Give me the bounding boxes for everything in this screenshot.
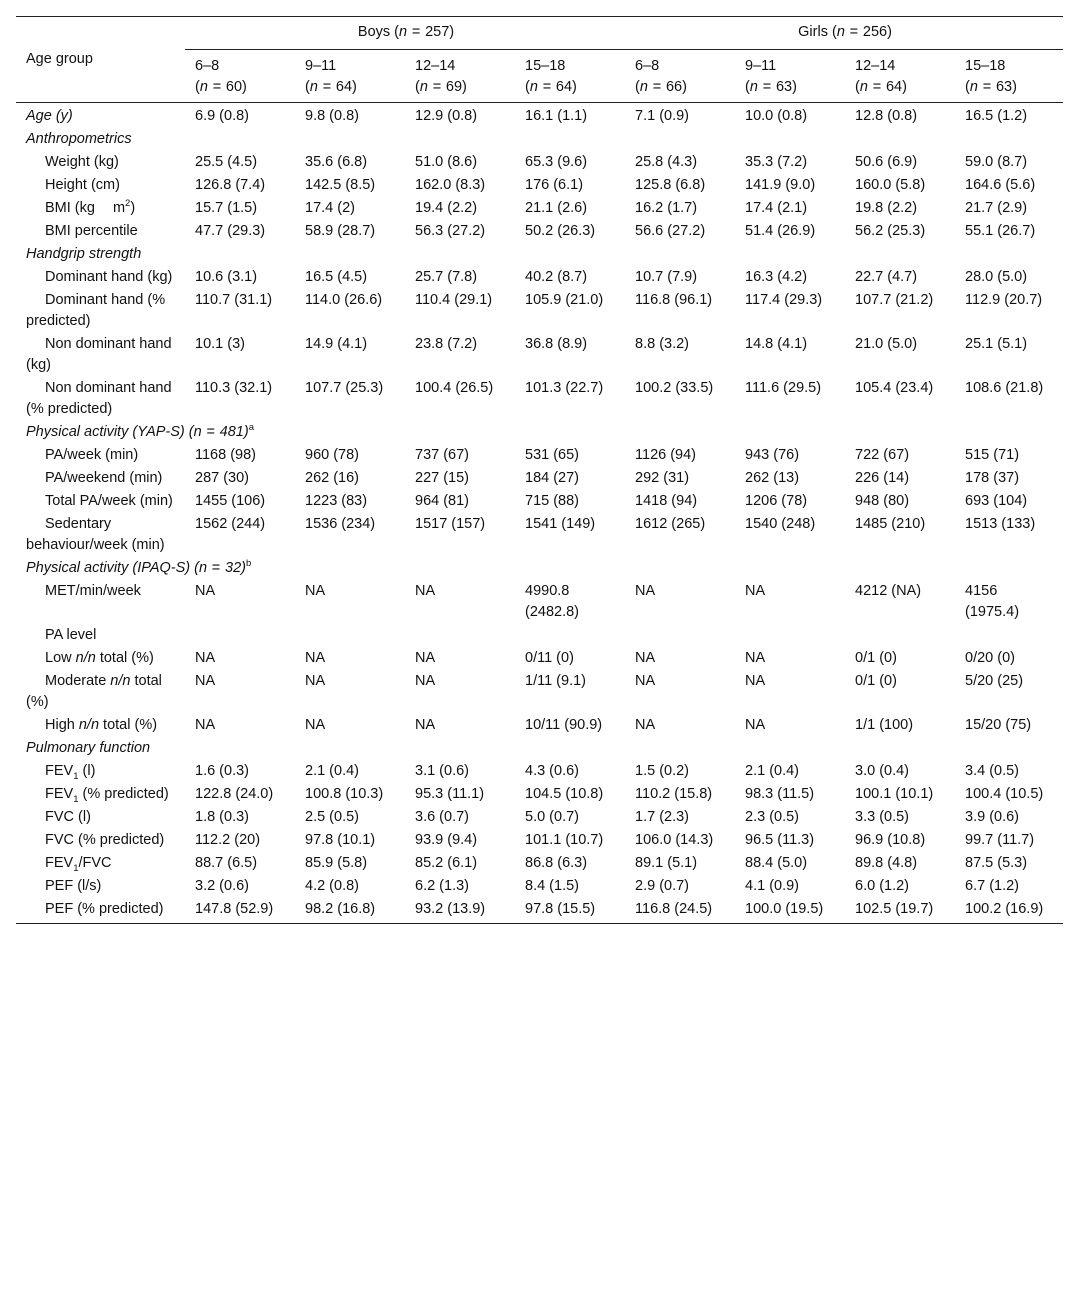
table-cell: 16.3 (4.2) [745, 269, 808, 285]
row-label: Sedentary behaviour/week (min) [26, 516, 165, 553]
table-cell: 14.9 (4.1) [305, 336, 368, 352]
row-label: $FEV_1$ (% predicted) [45, 786, 169, 805]
table-cell: 226 (14) [855, 470, 910, 486]
row-label: Moderate n/n total (%) [26, 673, 162, 710]
row-label: Physical activity (IPAQ-S) (n = 32)$^b$ [26, 558, 252, 576]
table-cell: 1/11 (9.1) [525, 673, 586, 689]
table-cell: 89.8 (4.8) [855, 855, 918, 871]
table-cell: 515 (71) [965, 447, 1020, 463]
row-label: High n/n total (%) [45, 717, 158, 733]
table-cell: 56.3 (27.2) [415, 223, 486, 239]
row-label: Non dominant hand (kg) [26, 336, 172, 373]
table-cell: 125.8 (6.8) [635, 177, 706, 193]
table-row [16, 377, 1063, 421]
table-cell: 21.7 (2.9) [965, 200, 1028, 216]
table-cell: 100.0 (19.5) [735, 898, 845, 924]
table-cell: 10.7 (7.9) [635, 269, 698, 285]
table-cell: 25.1 (5.1) [965, 336, 1028, 352]
table-cell: 56.2 (25.3) [855, 223, 926, 239]
table-cell: NA [635, 673, 656, 689]
table-cell: 97.8 (15.5) [515, 898, 625, 924]
table-cell: 47.7 (29.3) [195, 223, 266, 239]
table-cell: 1513 (133) [965, 516, 1036, 532]
table-cell: 3.1 (0.6) [415, 763, 469, 779]
table-cell: 10.6 (3.1) [195, 269, 258, 285]
table-row [16, 829, 1063, 852]
table-cell: 160.0 (5.8) [855, 177, 926, 193]
table-row [16, 760, 1063, 783]
table-cell: 2.1 (0.4) [305, 763, 359, 779]
table-cell: 114.0 (26.6) [305, 292, 383, 308]
table-cell: 4212 (NA) [855, 583, 922, 599]
table-row [16, 289, 1063, 333]
table-row [16, 670, 1063, 714]
table-cell: NA [305, 673, 326, 689]
table-cell: 1168 (98) [195, 447, 256, 463]
row-label: PA/weekend (min) [45, 470, 163, 486]
table-cell: 1418 (94) [635, 493, 698, 509]
table-cell: 14.8 (4.1) [745, 336, 808, 352]
table-cell: NA [415, 650, 436, 666]
age-column-header: 6–8 (n = 66) [625, 50, 735, 103]
table-cell: 162.0 (8.3) [415, 177, 486, 193]
table-cell: 110.3 (32.1) [195, 380, 273, 396]
age-column-header: 9–11 (n = 64) [295, 50, 405, 103]
table-row [16, 266, 1063, 289]
table-cell: 51.0 (8.6) [415, 154, 478, 170]
age-column-header: 12–14 (n = 64) [845, 50, 955, 103]
table-cell: 3.4 (0.5) [965, 763, 1020, 779]
table-cell: 51.4 (26.9) [745, 223, 816, 239]
table-cell: 0/1 (0) [855, 673, 897, 689]
table-cell: 5.0 (0.7) [525, 809, 579, 825]
table-row [16, 174, 1063, 197]
age-column-header: 15–18 (n = 63) [955, 50, 1063, 103]
table-cell: 3.9 (0.6) [965, 809, 1020, 825]
table-cell: 56.6 (27.2) [635, 223, 706, 239]
table-cell: 23.8 (7.2) [415, 336, 478, 352]
table-cell: NA [745, 583, 766, 599]
table-cell: 87.5 (5.3) [965, 855, 1028, 871]
table-cell: 6.9 (0.8) [195, 108, 249, 124]
table-cell: 28.0 (5.0) [965, 269, 1028, 285]
table-cell: NA [745, 717, 766, 733]
table-row [16, 898, 1063, 924]
table-cell: 4.1 (0.9) [745, 878, 800, 894]
table-cell: 16.5 (1.2) [965, 108, 1028, 124]
table-cell: 100.8 (10.3) [305, 786, 384, 802]
table-cell: NA [305, 717, 326, 733]
table-cell: 1.6 (0.3) [195, 763, 249, 779]
table-row [16, 513, 1063, 557]
table-cell: 106.0 (14.3) [635, 832, 714, 848]
table-cell: 110.2 (15.8) [635, 786, 713, 802]
table-row [16, 624, 1063, 647]
table-cell: 85.9 (5.8) [305, 855, 368, 871]
table-cell: 104.5 (10.8) [525, 786, 604, 802]
table-cell: 65.3 (9.6) [525, 154, 588, 170]
row-label: FVC (l) [45, 809, 91, 825]
table-cell: 1/1 (100) [855, 717, 914, 733]
row-label: BMI (kg $m^2$) [45, 198, 136, 216]
table-cell: 101.3 (22.7) [525, 380, 604, 396]
table-cell: 93.2 (13.9) [405, 898, 515, 924]
table-cell: NA [635, 650, 656, 666]
row-label: Total PA/week (min) [45, 493, 173, 509]
table-cell: 16.5 (4.5) [305, 269, 368, 285]
table-cell: 93.9 (9.4) [415, 832, 478, 848]
table-row [16, 421, 1063, 444]
table-cell: 227 (15) [415, 470, 470, 486]
table-cell: 184 (27) [525, 470, 580, 486]
table-row [16, 852, 1063, 875]
table-cell: 164.6 (5.6) [965, 177, 1036, 193]
table-cell: 100.1 (10.1) [855, 786, 934, 802]
table-cell: 40.2 (8.7) [525, 269, 588, 285]
table-cell: NA [635, 717, 656, 733]
row-label: MET/min/week [45, 583, 141, 599]
table-cell: 1540 (248) [745, 516, 816, 532]
table-cell: 6.0 (1.2) [855, 878, 910, 894]
table-cell: 21.1 (2.6) [525, 200, 588, 216]
table-cell: 1.8 (0.3) [195, 809, 249, 825]
table-row [16, 333, 1063, 377]
table-cell: 100.2 (33.5) [635, 380, 714, 396]
table-row [16, 197, 1063, 220]
table-cell: 1223 (83) [305, 493, 368, 509]
table-cell: 0/11 (0) [525, 650, 574, 666]
table-row [16, 557, 1063, 580]
table-cell: 112.9 (20.7) [965, 292, 1043, 308]
table-cell: 110.7 (31.1) [195, 292, 273, 308]
table-cell: 2.5 (0.5) [305, 809, 359, 825]
table-cell: 55.1 (26.7) [965, 223, 1036, 239]
table-cell: 59.0 (8.7) [965, 154, 1028, 170]
table-cell: 5/20 (25) [965, 673, 1024, 689]
table-cell: 4.2 (0.8) [305, 878, 359, 894]
table-cell: 3.3 (0.5) [855, 809, 910, 825]
table-row [16, 444, 1063, 467]
table-cell: 1541 (149) [525, 516, 596, 532]
row-label: Dominant hand (% predicted) [26, 292, 166, 329]
table-cell: 1.7 (2.3) [635, 809, 690, 825]
table-cell: 1612 (265) [635, 516, 706, 532]
table-cell: 100.4 (10.5) [965, 786, 1044, 802]
table-cell: 35.6 (6.8) [305, 154, 368, 170]
table-cell: 122.8 (24.0) [195, 786, 274, 802]
row-label: Age (y) [26, 108, 73, 124]
table-cell: 85.2 (6.1) [415, 855, 478, 871]
table-cell: 17.4 (2.1) [745, 200, 808, 216]
table-cell: 86.8 (6.3) [525, 855, 588, 871]
row-label: Pulmonary function [26, 740, 151, 756]
table-cell: NA [305, 650, 326, 666]
characteristics-table [16, 16, 1063, 924]
table-cell: 16.2 (1.7) [635, 200, 698, 216]
table-cell: 95.3 (11.1) [415, 786, 485, 802]
table-cell: NA [305, 583, 326, 599]
table-cell: 108.6 (21.8) [965, 380, 1044, 396]
table-cell: 99.7 (11.7) [965, 832, 1035, 848]
table-cell: 102.5 (19.7) [845, 898, 955, 924]
table-cell: 715 (88) [525, 493, 580, 509]
table-cell: 96.5 (11.3) [745, 832, 815, 848]
table-cell: 50.6 (6.9) [855, 154, 918, 170]
age-group-header: Age group [16, 17, 185, 103]
table-cell: 111.6 (29.5) [745, 380, 822, 396]
table-cell: 142.5 (8.5) [305, 177, 376, 193]
table-cell: NA [415, 673, 436, 689]
row-label: FVC (% predicted) [45, 832, 165, 848]
table-cell: 4990.8 (2482.8) [525, 583, 580, 620]
table-row [16, 220, 1063, 243]
table-cell: 147.8 (52.9) [185, 898, 295, 924]
table-cell: 12.9 (0.8) [415, 108, 478, 124]
table-cell: 9.8 (0.8) [305, 108, 359, 124]
table-cell: 107.7 (25.3) [305, 380, 384, 396]
table-cell: 96.9 (10.8) [855, 832, 926, 848]
table-cell: NA [195, 717, 216, 733]
table-cell: 100.2 (16.9) [955, 898, 1063, 924]
table-cell: 25.5 (4.5) [195, 154, 258, 170]
row-label: PA level [45, 627, 97, 643]
table-cell: 1.5 (0.2) [635, 763, 690, 779]
table-cell: 112.2 (20) [195, 832, 261, 848]
table-cell: 1517 (157) [415, 516, 486, 532]
table-row [16, 714, 1063, 737]
table-cell: 105.4 (23.4) [855, 380, 934, 396]
table-cell: 3.2 (0.6) [195, 878, 249, 894]
row-label: Non dominant hand (% predicted) [26, 380, 172, 417]
row-label: PA/week (min) [45, 447, 139, 463]
row-label: PEF (% predicted) [16, 898, 185, 924]
table-row [16, 490, 1063, 513]
table-cell: 15/20 (75) [965, 717, 1032, 733]
table-cell: NA [415, 583, 436, 599]
row-label: Dominant hand (kg) [45, 269, 173, 285]
table-cell: NA [745, 673, 766, 689]
table-cell: 110.4 (29.1) [415, 292, 493, 308]
table-cell: 2.3 (0.5) [745, 809, 800, 825]
table-cell: 737 (67) [415, 447, 470, 463]
table-cell: 50.2 (26.3) [525, 223, 596, 239]
table-cell: 4156 (1975.4) [965, 583, 1020, 620]
table-cell: 101.1 (10.7) [525, 832, 604, 848]
table-cell: 6.2 (1.3) [415, 878, 469, 894]
table-cell: 1455 (106) [195, 493, 266, 509]
row-label: Low n/n total (%) [45, 650, 154, 666]
table-cell: 89.1 (5.1) [635, 855, 698, 871]
table-cell: 16.1 (1.1) [525, 108, 588, 124]
table-cell: 176 (6.1) [525, 177, 584, 193]
table-cell: 948 (80) [855, 493, 910, 509]
table-cell: 10.1 (3) [195, 336, 245, 352]
table-row [16, 243, 1063, 266]
table-cell: 1562 (244) [195, 516, 266, 532]
table-cell: 19.8 (2.2) [855, 200, 918, 216]
table-cell: 17.4 (2) [305, 200, 355, 216]
table-cell: 12.8 (0.8) [855, 108, 918, 124]
table-cell: 10.0 (0.8) [745, 108, 808, 124]
table-row [16, 128, 1063, 151]
table-row [16, 103, 1063, 129]
table-row [16, 467, 1063, 490]
table-cell: 943 (76) [745, 447, 800, 463]
table-cell: 178 (37) [965, 470, 1020, 486]
table-cell: 100.4 (26.5) [415, 380, 494, 396]
row-label: Weight (kg) [45, 154, 119, 170]
table-cell: 117.4 (29.3) [745, 292, 823, 308]
table-row [16, 875, 1063, 898]
table-cell: 15.7 (1.5) [195, 200, 258, 216]
table-cell: 10/11 (90.9) [525, 717, 603, 733]
table-cell: 8.4 (1.5) [525, 878, 579, 894]
table-row [16, 647, 1063, 670]
age-column-header: 15–18 (n = 64) [515, 50, 625, 103]
row-label: $FEV_1$ (l) [45, 763, 96, 782]
table-cell: 21.0 (5.0) [855, 336, 918, 352]
table-cell: 36.8 (8.9) [525, 336, 588, 352]
table-cell: 960 (78) [305, 447, 360, 463]
row-label: PEF (l/s) [45, 878, 102, 894]
table-cell: 19.4 (2.2) [415, 200, 478, 216]
table-cell: 126.8 (7.4) [195, 177, 266, 193]
age-column-header: 12–14 (n = 69) [405, 50, 515, 103]
row-label: Anthropometrics [26, 131, 132, 147]
table-cell: NA [415, 717, 436, 733]
table-cell: 107.7 (21.2) [855, 292, 934, 308]
table-cell: 292 (31) [635, 470, 690, 486]
row-label: BMI percentile [45, 223, 138, 239]
table-row [16, 806, 1063, 829]
table-cell: NA [635, 583, 656, 599]
table-cell: 0/1 (0) [855, 650, 897, 666]
table-cell: 58.9 (28.7) [305, 223, 376, 239]
table-cell: 1536 (234) [305, 516, 376, 532]
table-cell: NA [195, 673, 216, 689]
row-label: Height (cm) [45, 177, 120, 193]
table-row [16, 737, 1063, 760]
table-cell: 0/20 (0) [965, 650, 1015, 666]
table-cell: 3.0 (0.4) [855, 763, 910, 779]
table-cell: 262 (16) [305, 470, 360, 486]
table-cell: 8.8 (3.2) [635, 336, 690, 352]
table-cell: 35.3 (7.2) [745, 154, 808, 170]
table-cell: 116.8 (96.1) [635, 292, 713, 308]
row-label: Handgrip strength [26, 246, 142, 262]
table-cell: 97.8 (10.1) [305, 832, 376, 848]
table-cell: 105.9 (21.0) [525, 292, 604, 308]
table-cell: 98.2 (16.8) [295, 898, 405, 924]
table-cell: 116.8 (24.5) [625, 898, 735, 924]
table-cell: 722 (67) [855, 447, 910, 463]
table-cell: 98.3 (11.5) [745, 786, 815, 802]
table-row [16, 783, 1063, 806]
table-cell: 88.7 (6.5) [195, 855, 258, 871]
table-cell: 964 (81) [415, 493, 470, 509]
table-row [16, 151, 1063, 174]
table-cell: 262 (13) [745, 470, 800, 486]
table-cell: 693 (104) [965, 493, 1028, 509]
table-cell: 4.3 (0.6) [525, 763, 579, 779]
table-cell: 25.8 (4.3) [635, 154, 698, 170]
table-cell: NA [195, 650, 216, 666]
table-row [16, 580, 1063, 624]
girls-header: Girls (n = 256) [625, 17, 1063, 50]
table-cell: 22.7 (4.7) [855, 269, 918, 285]
table-cell: 141.9 (9.0) [745, 177, 816, 193]
table-cell: 7.1 (0.9) [635, 108, 690, 124]
table-cell: 531 (65) [525, 447, 580, 463]
age-column-header: 6–8 (n = 60) [185, 50, 295, 103]
table-cell: 6.7 (1.2) [965, 878, 1020, 894]
table-cell: NA [195, 583, 216, 599]
table-cell: NA [745, 650, 766, 666]
table-cell: 1206 (78) [745, 493, 808, 509]
table-cell: 25.7 (7.8) [415, 269, 478, 285]
table-cell: 1126 (94) [635, 447, 697, 463]
table-cell: 1485 (210) [855, 516, 926, 532]
table-cell: 287 (30) [195, 470, 250, 486]
row-label: $FEV_1$/FVC [45, 855, 112, 874]
age-column-header: 9–11 (n = 63) [735, 50, 845, 103]
table-cell: 3.6 (0.7) [415, 809, 469, 825]
boys-header: Boys (n = 257) [185, 17, 625, 50]
table-cell: 2.9 (0.7) [635, 878, 690, 894]
table-cell: 2.1 (0.4) [745, 763, 800, 779]
table-cell: 88.4 (5.0) [745, 855, 808, 871]
row-label: Physical activity (YAP-S) (n = 481)$^a$ [26, 422, 254, 440]
